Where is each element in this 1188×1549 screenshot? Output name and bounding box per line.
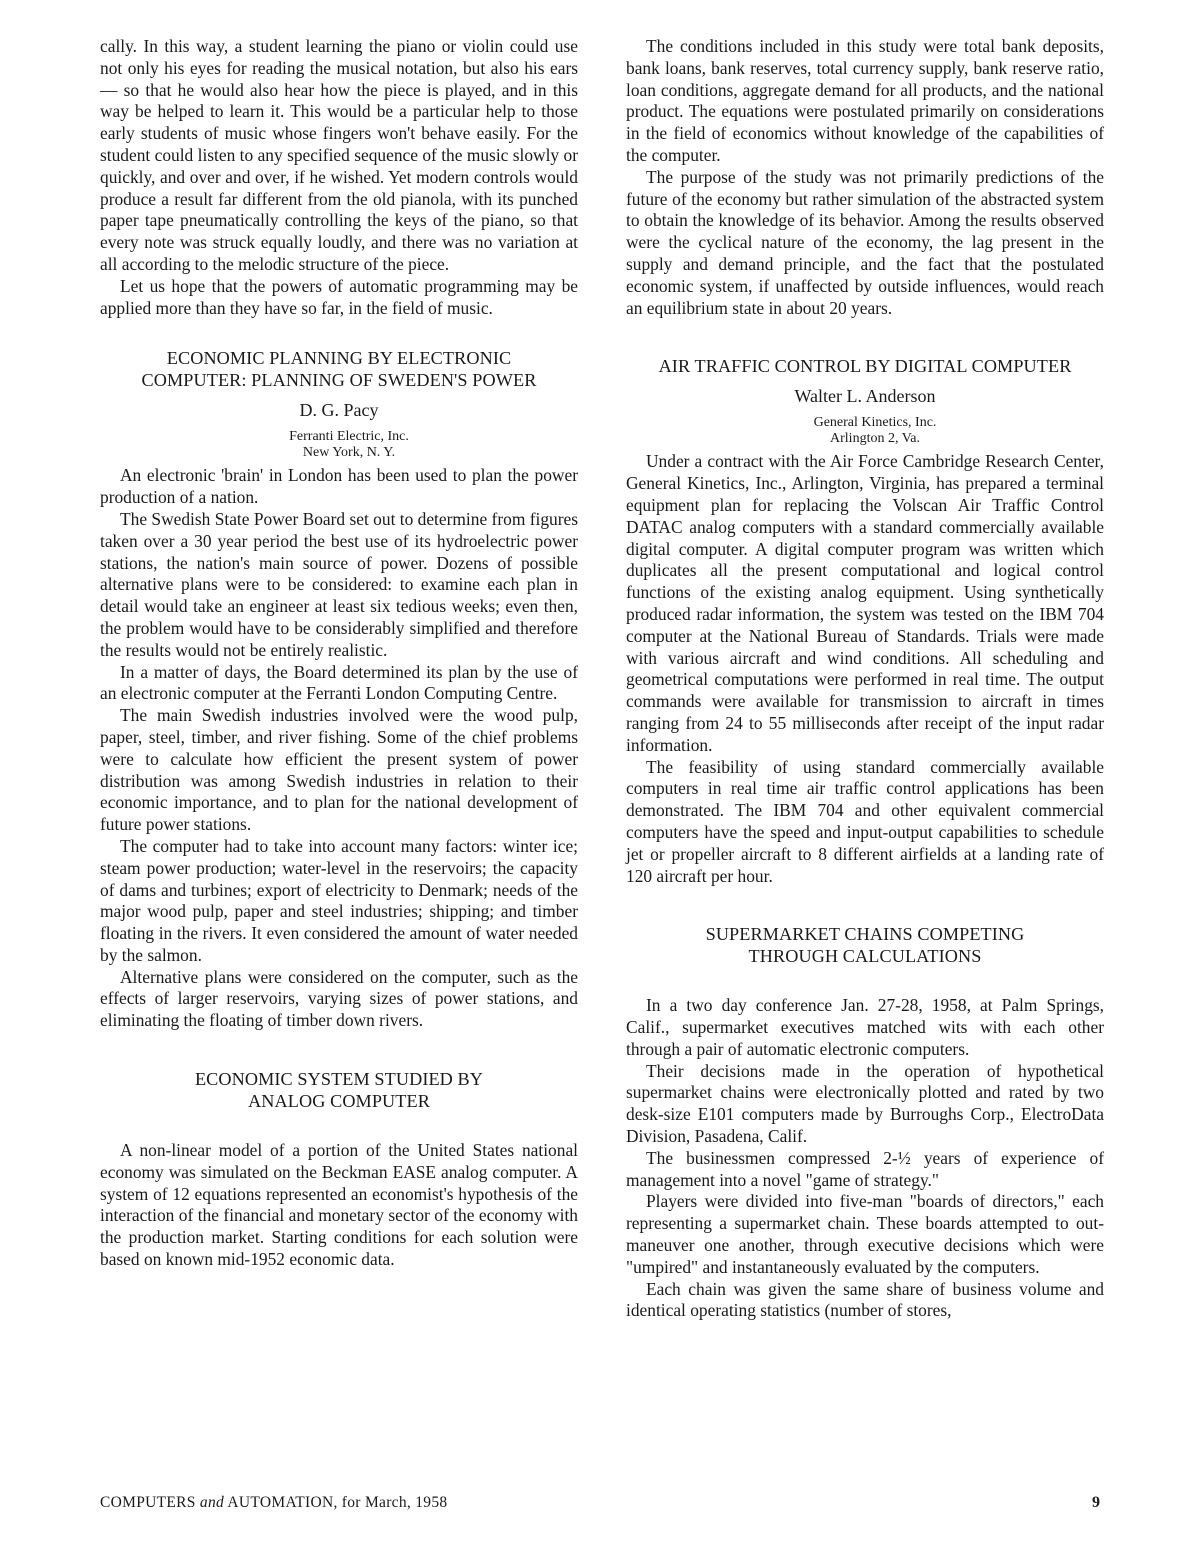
article-author: D. G. Pacy (299, 400, 379, 421)
paragraph: The feasibility of using standard commercially available computers in real time air traffic control applications has been demonstrated. The IBM 704 and other equivalent commercial computers have the speed and input-output capabilities to schedule jet or propeller aircraft to 8 different airfields at a landing rate of 120 aircraft per hour. (626, 756, 1104, 886)
article-analog-economy (100, 1068, 578, 1271)
article-affiliation: New York, N. Y. (302, 445, 396, 461)
paragraph: In a two day conference Jan. 27-28, 1958, at Palm Springs, Calif., supermarket executives matched wits with each other through a pair of automatic electronic computers. (626, 995, 1104, 1059)
paragraph: The computer had to take into account many factors: winter ice; steam power production; water-level in the reservoirs; the capacity of dams and turbines; export of electricity to Denmark; needs of the major wood pulp, paper and steel industries; shipping; and timber floating in the rivers. It even considered the amount of water needed by the salmon. (100, 835, 578, 965)
paragraph: In a matter of days, the Board determined its plan by the use of an electronic computer at the Ferranti London Computing Centre. (100, 661, 578, 704)
paragraph: Each chain was given the same share of business volume and identical operating statistics (number of stores, (626, 1278, 1104, 1321)
paragraph: An electronic 'brain' in London has been used to plan the power production of a nation. (100, 465, 578, 508)
journal-footer (100, 1494, 447, 1512)
article-affiliation: Ferranti Electric, Inc. (289, 429, 409, 445)
paragraph: A non-linear model of a portion of the United States national economy was simulated on the Beckman EASE analog computer. A system of 12 equations represented an economist's hypothesis of the interaction of the financial and monetary sector of the economy with the production market. Starting conditions for each solution were based on known mid-1952 economic data. (100, 1140, 578, 1270)
paragraph-music-hope: Let us hope that the powers of automatic programming may be applied more than they have so far, in the field of music. (100, 275, 578, 318)
right-column (626, 36, 1104, 1322)
article-affiliation: Arlington 2, Va. (830, 431, 920, 447)
journal-name-date: AUTOMATION, for March, 1958 (227, 1494, 448, 1511)
paragraph: The conditions included in this study were total bank deposits, bank loans, bank reserves, total currency supply, bank reserve ratio, loan conditions, aggregate demand for all products, and the national product. The equations were postulated primarily on considerations in the field of economics without knowledge of the capabilities of the computer. (626, 36, 1104, 165)
article-title-line: ECONOMIC SYSTEM STUDIED BY (194, 1069, 484, 1090)
paragraph: The Swedish State Power Board set out to determine from figures taken over a 30 year period the best use of its hydroelectric power stations, the nation's main source of power. Dozens of possible alternative plans were to be considered: to examine each plan in detail would take an engineer at least six tedious weeks; even then, the problem would have to be considerably simplified and therefore the results would not be entirely realistic. (100, 508, 578, 660)
journal-name-part: COMPUTERS (100, 1494, 196, 1511)
paragraph: The businessmen compressed 2-½ years of experience of management into a novel "game of strategy." (626, 1147, 1104, 1190)
paragraph: The main Swedish industries involved were the wood pulp, paper, steel, timber, and river fishing. Some of the chief problems were to calculate how efficient the present system of power distribution was among Swedish industries in relation to their economic importance, and to plan for the national development of future power stations. (100, 705, 578, 835)
article-title-line: SUPERMARKET CHAINS COMPETING (705, 924, 1025, 945)
article-title-line: COMPUTER: PLANNING OF SWEDEN'S POWER (141, 370, 537, 391)
page-number: 9 (1092, 1494, 1100, 1511)
article-title-line: ANALOG COMPUTER (248, 1091, 430, 1112)
paragraph: Players were divided into five-man "boards of directors," each representing a supermarket chain. These boards attempted to out-maneuver one another, through executive decisions which were "umpired" and instantaneously evaluated by the computers. (626, 1191, 1104, 1277)
article-author: Walter L. Anderson (794, 386, 936, 407)
article-title: AIR TRAFFIC CONTROL BY DIGITAL COMPUTER (658, 356, 1072, 377)
article-title-line: THROUGH CALCULATIONS (748, 946, 982, 967)
article-title-line: ECONOMIC PLANNING BY ELECTRONIC (166, 348, 512, 369)
paragraph: Their decisions made in the operation of hypothetical supermarket chains were electronically plotted and rated by two desk-size E101 computers made by Burroughs Corp., ElectroData Division, Pasadena, Calif. (626, 1060, 1104, 1147)
paragraph: Alternative plans were considered on the computer, such as the effects of larger reservoirs, varying sizes of power stations, and eliminating the floating of timber down rivers. (100, 966, 578, 1031)
article-air-traffic (626, 355, 1104, 887)
paragraph-continued: cally. In this way, a student learning the piano or violin could use not only his eyes for reading the musical notation, but also his ears — so that he would also hear how the piece is played, and in this way be helped to learn it. This would be a particular help to those early students of music whose fingers won't behave easily. For the student could listen to any specified sequence of the music slowly or quickly, and over and over, if he wished. Yet modern controls would produce a result far different from the old pianola, with its punched paper tape pneumatically controlling the keys of the piano, so that every note was struck equally loudly, and there was no variation at all according to the melodic structure of the piece. (100, 36, 578, 274)
left-column (100, 36, 578, 1271)
journal-name-and: and (199, 1494, 225, 1511)
article-supermarket (626, 923, 1104, 1322)
article-sweden-power (100, 347, 578, 1032)
article-affiliation: General Kinetics, Inc. (813, 415, 937, 431)
paragraph: The purpose of the study was not primarily predictions of the future of the economy but rather simulation of the abstracted system to obtain the knowledge of its behavior. Among the results observed were the cyclical nature of the economy, the lag present in the supply and demand principle, and the fact that the postulated economic system, if unaffected by outside influences, would reach an equilibrium state in about 20 years. (626, 166, 1104, 318)
paragraph: Under a contract with the Air Force Cambridge Research Center, General Kinetics, Inc., Arlington, Virginia, has prepared a terminal equipment plan for replacing the Volscan Air Traffic Control DATAC analog computers with a standard commercially available digital computer. A digital computer program was written which duplicates all the present computational and logical control functions of the existing analog equipment. Using synthetically produced radar information, the system was tested on the IBM 704 computer at the National Bureau of Standards. Trials were made with various aircraft and wind conditions. All scheduling and geometrical computations were performed in real time. The output commands were available for transmission to aircraft in times ranging from 24 to 55 milliseconds after receipt of the input radar information. (626, 451, 1104, 755)
